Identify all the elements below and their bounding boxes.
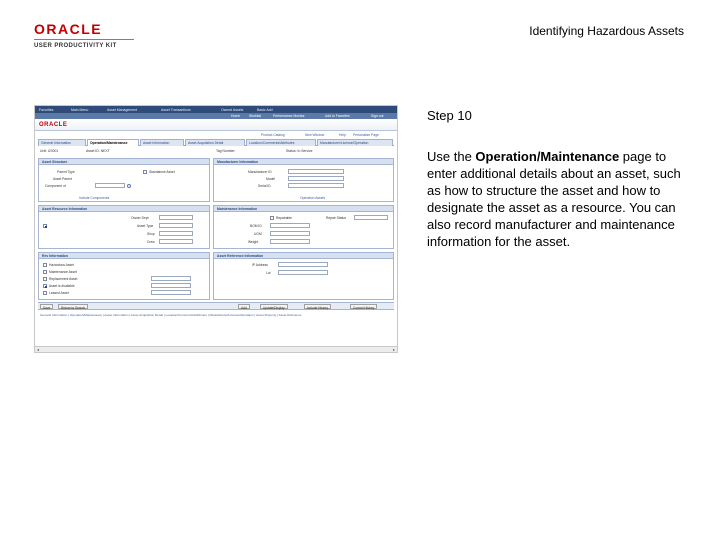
nav-home[interactable]: Home [231, 114, 241, 118]
manufacturer-id-input[interactable] [288, 169, 344, 174]
application-screenshot [34, 105, 398, 353]
crew-input[interactable] [159, 239, 193, 244]
panel-header: Manufacturer Information [214, 159, 393, 165]
tab-location-comments[interactable]: Location/Comments/Attributes [246, 139, 316, 146]
desc-text-before: Use the [427, 149, 476, 164]
replacement-label: Replacement Asset [49, 277, 78, 281]
component-of-label: Component of [45, 184, 66, 188]
menu-main[interactable]: Main Menu [71, 107, 89, 112]
resource-checkbox[interactable] [43, 224, 47, 228]
repairable-checkbox[interactable] [270, 216, 274, 220]
panel-header: Maintenance Information [214, 206, 393, 212]
weight-input[interactable] [270, 239, 310, 244]
unit-value: Unit: US001 [40, 149, 59, 153]
owner-dept-select[interactable] [159, 215, 193, 220]
replacement-input[interactable] [151, 276, 191, 281]
available-label: Asset is Available [49, 284, 75, 288]
product-catalog-link[interactable]: Product Catalog [261, 133, 285, 137]
oracle-wordmark: ORACLE [34, 21, 103, 37]
shop-input[interactable] [159, 231, 193, 236]
logo-subtitle: USER PRODUCTIVITY KIT [34, 43, 117, 49]
uom-label: UOM [254, 232, 262, 236]
oracle-brand: ORACLE [39, 122, 68, 128]
manufacturer-panel [213, 158, 394, 202]
repair-status-label: Repair Status [326, 216, 346, 220]
maintenance-panel [213, 205, 394, 249]
leased-label: Leased Asset [49, 291, 69, 295]
panel-header: Rev Information [39, 253, 209, 259]
asset-type-input[interactable] [159, 223, 193, 228]
tab-asset-information[interactable]: Asset Information [140, 139, 184, 146]
standalone-label: Standalone Asset [149, 170, 175, 174]
tab-operation-maintenance[interactable]: Operation/Maintenance [87, 139, 139, 146]
status-value: Status: In Service [286, 149, 313, 153]
new-window-link[interactable]: New Window [305, 133, 325, 137]
shop-label: Shop [147, 232, 155, 236]
menu-favorites[interactable]: Favorites [39, 107, 54, 112]
asset-resource-panel [38, 205, 210, 249]
maintenance-checkbox[interactable] [43, 270, 47, 274]
include-history-button[interactable]: Include History [304, 304, 331, 309]
nav-worklist[interactable]: Worklist [249, 114, 261, 118]
bom-id-label: BOM ID [250, 224, 262, 228]
model-input[interactable] [288, 176, 344, 181]
asset-type-label: Asset Type [137, 224, 154, 228]
tab-manufacturer-license[interactable]: Manufacturer/License/Operation [317, 139, 393, 146]
save-button[interactable]: Save [40, 304, 53, 309]
hazardous-checkbox[interactable] [43, 263, 47, 267]
panel-header: Asset Structure [39, 159, 209, 165]
crew-label: Crew [147, 240, 155, 244]
personalize-link[interactable]: Personalize Page [353, 133, 379, 137]
tab-general-information[interactable]: General Information [38, 139, 86, 146]
help-link[interactable]: Help [339, 133, 346, 137]
logo-divider [34, 39, 134, 40]
owner-dept-label: Owner Dept [131, 216, 149, 220]
asset-reference-panel [213, 252, 394, 300]
contact-input[interactable] [151, 283, 191, 288]
serial-id-input[interactable] [288, 183, 344, 188]
weight-label: Weight [248, 240, 259, 244]
related-assets-panel [38, 252, 210, 300]
operation-assets-link[interactable]: Operation Assets [300, 196, 326, 200]
asset-structure-panel [38, 158, 210, 202]
repairable-label: Repairable [276, 216, 292, 220]
slide-title: Identifying Hazardous Assets [529, 24, 684, 38]
include-components-link[interactable]: Include Components [79, 196, 110, 200]
ip-address-label: IP Address [252, 263, 268, 267]
menu-owned-assets[interactable]: Owned Assets [221, 107, 244, 112]
scroll-right-icon[interactable]: ▸ [392, 347, 395, 352]
menu-asset-management[interactable]: Asset Management [107, 107, 138, 112]
bom-id-input[interactable] [270, 223, 310, 228]
scroll-left-icon[interactable]: ◂ [36, 347, 39, 352]
oracle-upk-logo [34, 22, 146, 49]
horizontal-scrollbar[interactable] [35, 346, 397, 352]
hazardous-label: Hazardous Asset [49, 263, 74, 267]
step-number: Step 10 [427, 108, 472, 123]
brand-bar [35, 119, 398, 131]
add-button[interactable]: Add [238, 304, 250, 309]
model-label: Model [266, 177, 275, 181]
page-toolbar [35, 132, 398, 139]
parent-type-label: Parent Type [57, 170, 75, 174]
menu-asset-transactions[interactable]: Asset Transactions [161, 107, 191, 112]
component-of-input[interactable] [95, 183, 125, 188]
desc-page-name: Operation/Maintenance [475, 149, 620, 164]
available-checkbox[interactable] [43, 284, 47, 288]
leased-checkbox[interactable] [43, 291, 47, 295]
footer-page-links[interactable]: General Information | Operation/Maintenance | Asset Information | Asset Acquisition Detail | Location/Comments/Attributes | Manufacturer/License/Operation | Asset Property | Asset Reference [40, 313, 302, 317]
step-description [427, 148, 689, 250]
asset-key-row [40, 149, 390, 155]
panel-header: Asset Resource Information [39, 206, 209, 212]
lot-label: Lot [266, 271, 271, 275]
correct-history-button[interactable]: Correct History [350, 304, 377, 309]
nav-performance-monitor[interactable]: Performance Monitor [273, 114, 305, 118]
panel-header: Asset Reference Information [214, 253, 393, 259]
tag-number-value: Tag Number: [216, 149, 236, 153]
uom-input[interactable] [270, 231, 310, 236]
nav-add-favorites[interactable]: Add to Favorites [325, 114, 350, 118]
menu-bar [35, 106, 398, 113]
action-bar [38, 302, 394, 310]
lot-input[interactable] [278, 270, 328, 275]
return-to-search-button[interactable]: Return to Search [58, 304, 88, 309]
maintenance-label: Maintenance Asset [49, 270, 77, 274]
standalone-checkbox[interactable] [143, 170, 147, 174]
asset-parent-label: Asset Parent [53, 177, 72, 181]
ip-address-input[interactable] [278, 262, 328, 267]
menu-basic-add[interactable]: Basic Add [257, 107, 273, 112]
manufacturer-id-label: Manufacturer ID [248, 170, 272, 174]
asset-id-value: Asset ID: NEXT [86, 149, 110, 153]
tab-acquisition-detail[interactable]: Asset Acquisition Detail [185, 139, 245, 146]
desc-text-after: page to enter additional details about an asset, such as how to structure the asset and how to designate the asset as a resource. You can also record manufacturer and maintenance information for the asset. [427, 149, 681, 249]
nav-sign-out[interactable]: Sign out [371, 114, 384, 118]
repair-status-select[interactable] [354, 215, 388, 220]
update-display-button[interactable]: Update/Display [260, 304, 288, 309]
page-tabs [38, 139, 394, 146]
lookup-icon[interactable] [127, 184, 131, 188]
phone-input[interactable] [151, 290, 191, 295]
replacement-checkbox[interactable] [43, 277, 47, 281]
serial-id-label: Serial ID [258, 184, 271, 188]
